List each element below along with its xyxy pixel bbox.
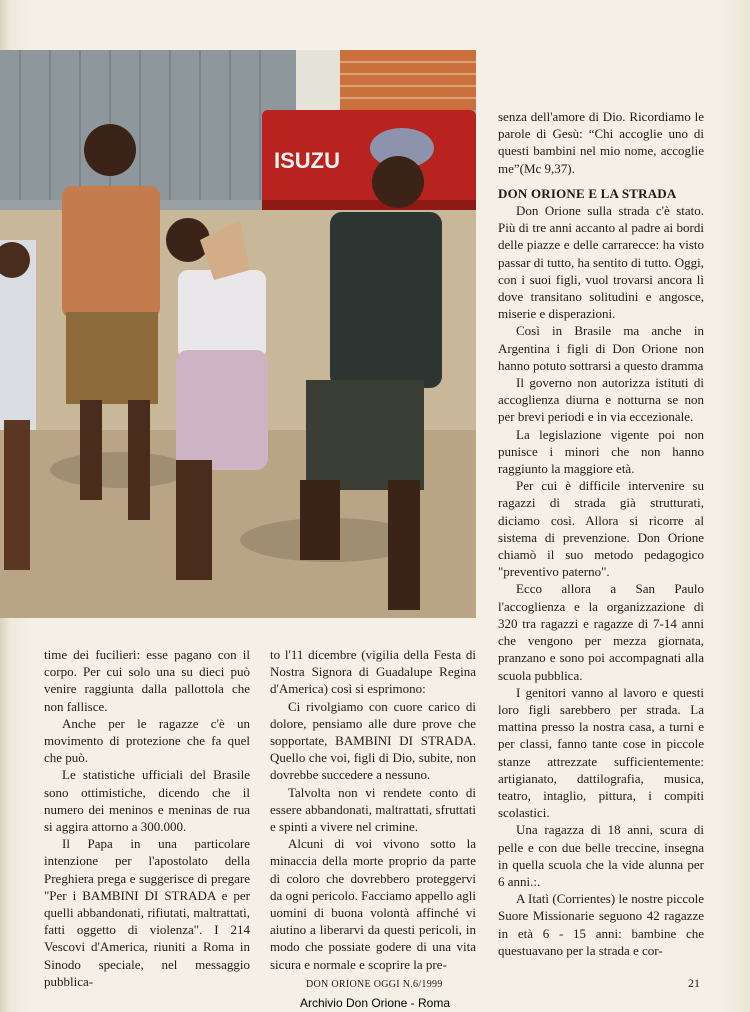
- paragraph: Ecco allora a San Paulo l'accoglienza e la organizzazione di 320 tra ragazzi e ragazze di 7-14 anni che vengono per mezza giornata, pranzano e sono poi accompagnati alla scuola pubblica.: [498, 581, 704, 683]
- page-number: 21: [688, 976, 700, 990]
- bottom-middle-column: [270, 646, 476, 973]
- section-heading: DON ORIONE E LA STRADA: [498, 185, 677, 201]
- magazine-footer: DON ORIONE OGGI N.6/1999: [306, 979, 443, 990]
- paragraph: Così in Brasile ma anche in Argentina i figli di Don Orione non hanno potuto sottrarsi a questo dramma: [498, 323, 704, 373]
- paragraph: Talvolta non vi rendete conto di essere abbandonati, maltrattati, sfruttati e spinti a vivere nel crimine.: [270, 784, 476, 835]
- right-column: [498, 108, 704, 959]
- street-children-photo: [0, 50, 476, 618]
- paragraph: Una ragazza di 18 anni, scura di pelle e con due belle treccine, insegna in quella scuola che la vide alunna per 6 anni.:.: [498, 822, 704, 889]
- paragraph: Le statistiche ufficiali del Brasile sono ottimistiche, dicendo che il numero dei meninos e meninas de rua si aggira attorno a 300.000.: [44, 767, 250, 835]
- paragraph: Ci rivolgiamo con cuore carico di dolore, pensiamo alle dure prove che sopportate, BAMBINI DI STRADA. Quello che voi, figli di Dio, subite, non dovrebbe succedere a nessuno.: [270, 698, 476, 783]
- paragraph: La legislazione vigente poi non punisce i minori che non hanno raggiunto la maggiore età.: [498, 426, 704, 477]
- paragraph: Don Orione sulla strada c'è stato. Più di tre anni accanto al padre ai bordi delle piazze e delle carrarecce: ha visto passar di tutto, ha sentito di tutto. Oggi, con i suoi figli, vuol trovarsi ancora lì dove transitano solitudini e angosce, miserie e disperazioni.: [498, 203, 704, 322]
- paragraph: to l'11 dicembre (vigilia della Festa di Nostra Signora di Guadalupe Regina d'America) così si esprimono:: [270, 647, 476, 697]
- paragraph: Il Papa in una particolare intenzione per l'apostolato della Preghiera prega e suggerisce di pregare "Per i BAMBINI DI STRADA e per quelli abbandonati, rifiutati, maltrattati, fatti oggetto di violenza". I 214 Vescovi d'America, riuniti a Roma in Sinodo speciale, nel messaggio pubblica-: [44, 836, 250, 989]
- paragraph: time dei fucilieri: esse pagano con il corpo. Per cui solo una su dieci può venire raggiunta dalla pallottola che non fallisce.: [44, 647, 250, 714]
- paragraph: I genitori vanno al lavoro e questi loro figli sarebbero per strada. La mattina presso la nostra casa, a turni e per classi, fanno tante cose in piccole stanze attrezzate sufficientemente: artigianato, dattilografia, musica, teatro, intaglio, pittura, i compiti scolastici.: [498, 684, 704, 821]
- paragraph: senza dell'amore di Dio. Ricordiamo le parole di Gesù: “Chi accoglie uno di questi bambini nel mio nome, accoglie me”(Mc 9,37).: [498, 109, 704, 176]
- paragraph: Alcuni di voi vivono sotto la minaccia della morte proprio da parte di coloro che dovrebbero proteggervi da ogni pericolo. Facciamo appello agli uomini di buona volontà affinché vi aiutino a liberarvi da questi pericoli, in modo che possiate godere di una vita sicura e normale e scoprire la pre-: [270, 836, 476, 972]
- faint-header-bleed: [560, 42, 720, 56]
- paragraph: Il governo non autorizza istituti di accoglienza diurna e notturna se non per brevi periodi e in via eccezionale.: [498, 375, 704, 425]
- paragraph: Per cui è difficile intervenire su ragazzi di strada già strutturati, diciamo così. Allora si ricorre al sistema di prevenzione. Don Orione chiamò il suo metodo pedagogico "preventivo paterno".: [498, 478, 704, 580]
- archive-watermark: Archivio Don Orione - Roma: [299, 996, 451, 1010]
- paragraph: A Itatì (Corrientes) le nostre piccole Suore Missionarie seguono 42 ragazze in età 6 - 15 anni: bambine che questuavano per la strada e cor-: [498, 891, 704, 958]
- truck-brand-text: ISUZU: [274, 148, 340, 173]
- paragraph: Anche per le ragazze c'è un movimento di protezione che fa quel che può.: [44, 715, 250, 766]
- bottom-left-column: [44, 646, 250, 990]
